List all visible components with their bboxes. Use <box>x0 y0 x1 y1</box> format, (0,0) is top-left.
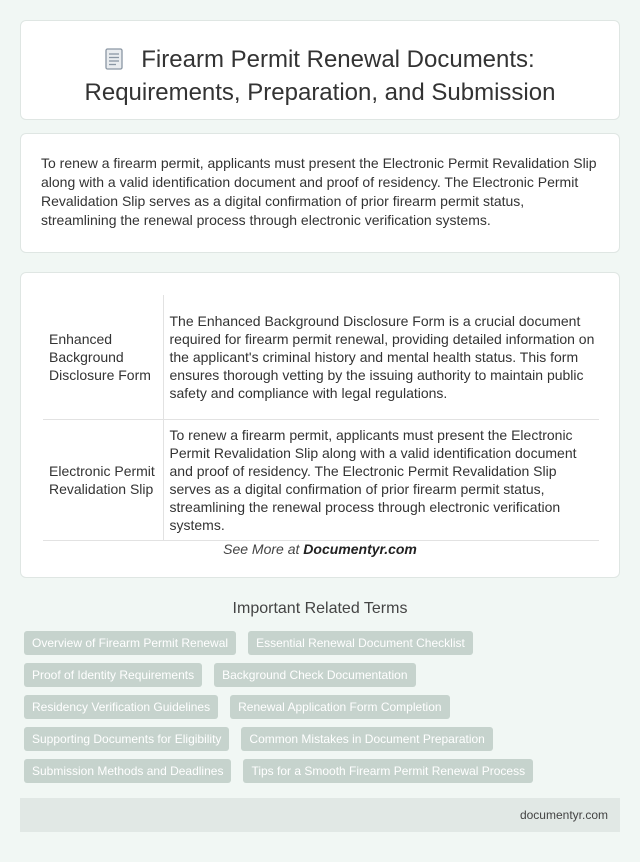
tag-label: Proof of Identity Requirements <box>32 668 195 682</box>
see-more-prefix: See More at <box>223 541 304 557</box>
table-row <box>43 419 599 540</box>
table-description: The Enhanced Background Disclosure Form is a crucial document required for firearm permit renewal, providing detailed information on the applicant's criminal history and mental health status. This form ensures thorough vetting by the issuing authority to maintain public safety and compliance with legal regulations. <box>163 295 599 419</box>
footer <box>20 798 620 832</box>
title-line-1: Firearm Permit Renewal Documents: <box>141 46 535 73</box>
related-term-tag[interactable] <box>24 631 236 655</box>
tag-label: Background Check Documentation <box>222 668 408 682</box>
see-more-link[interactable]: Documentyr.com <box>303 541 417 557</box>
tag-label: Residency Verification Guidelines <box>32 700 211 714</box>
table-row <box>43 295 599 419</box>
table-description: To renew a firearm permit, applicants must present the Electronic Permit Revalidation Slip along with a valid identification document and proof of residency. The Electronic Permit Revalidation Slip serves as a digital confirmation of prior firearm permit status, streamlining the renewal process through electronic verification systems. <box>163 419 599 540</box>
related-term-tag[interactable] <box>230 695 449 719</box>
related-term-tag[interactable] <box>214 663 415 687</box>
tag-label: Common Mistakes in Document Preparation <box>249 732 485 746</box>
tag-label: Overview of Firearm Permit Renewal <box>32 636 229 650</box>
document-icon <box>105 48 123 78</box>
document-table <box>43 295 599 541</box>
related-terms-list <box>20 631 620 791</box>
table-term: Electronic Permit Revalidation Slip <box>43 419 163 540</box>
tag-label: Renewal Application Form Completion <box>238 700 442 714</box>
related-term-tag[interactable] <box>24 663 202 687</box>
title-line-2: Requirements, Preparation, and Submission <box>84 79 556 106</box>
title-card <box>20 20 620 120</box>
page-title <box>21 45 619 108</box>
related-term-tag[interactable] <box>243 759 533 783</box>
tag-label: Tips for a Smooth Firearm Permit Renewal Process <box>251 764 526 778</box>
related-term-tag[interactable] <box>241 727 492 751</box>
tag-label: Submission Methods and Deadlines <box>32 764 224 778</box>
tag-label: Supporting Documents for Eligibility <box>32 732 222 746</box>
document-table-card <box>20 272 620 578</box>
related-terms-heading: Important Related Terms <box>232 600 408 617</box>
intro-paragraph: To renew a firearm permit, applicants must present the Electronic Permit Revalidation Slip along with a valid identification document and proof of residency. The Electronic Permit Revalidation Slip serves as a digital confirmation of prior firearm permit status, streamlining the renewal process through electronic verification systems. <box>41 155 597 228</box>
related-term-tag[interactable] <box>248 631 473 655</box>
see-more <box>21 541 619 557</box>
table-term: Enhanced Background Disclosure Form <box>43 295 163 419</box>
related-term-tag[interactable] <box>24 759 231 783</box>
tag-label: Essential Renewal Document Checklist <box>256 636 465 650</box>
intro-card <box>20 133 620 253</box>
related-term-tag[interactable] <box>24 727 229 751</box>
related-term-tag[interactable] <box>24 695 218 719</box>
footer-site-link[interactable]: documentyr.com <box>519 808 608 822</box>
